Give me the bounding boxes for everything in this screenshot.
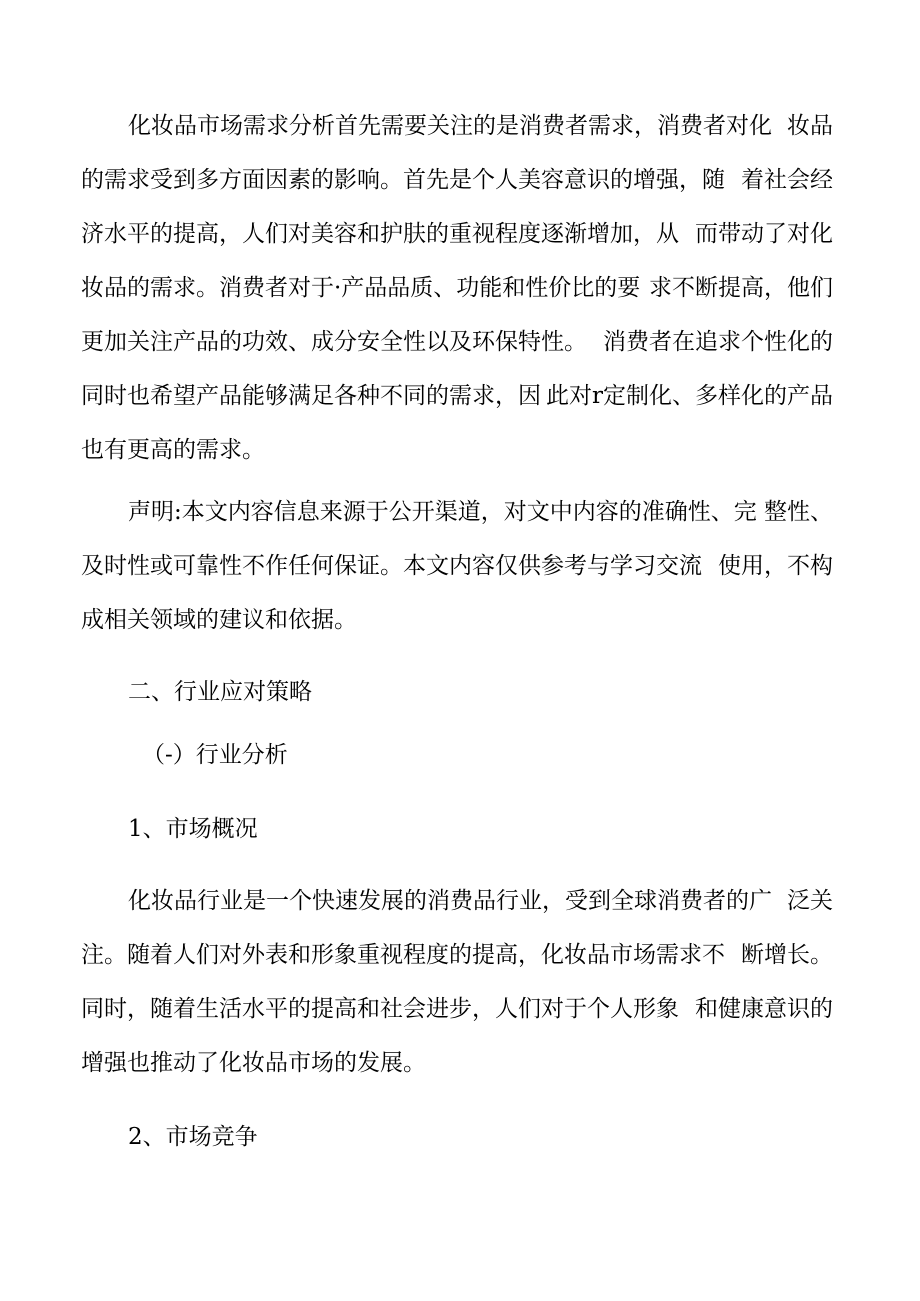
subsection-heading: （-）行业分析 bbox=[142, 742, 288, 768]
text-segment: 化妆品市场需求分析首先需要关注的是消费者需求，消费者对化 bbox=[128, 113, 772, 139]
text-segment: 注。随着人们对外表和形象重视程度的提高，化妆品市场需求不 bbox=[81, 942, 725, 968]
text-line bbox=[81, 1048, 833, 1078]
text-line bbox=[81, 219, 833, 249]
text-segment: 成相关领域的建议和依据。 bbox=[81, 607, 357, 633]
text-line bbox=[128, 497, 833, 527]
text-segment: 更加关注产品的功效、成分安全性以及环保特性。 bbox=[81, 329, 587, 355]
text-line bbox=[81, 994, 833, 1024]
text-segment: 济水平的提高，人们对美容和护肤的重视程度逐渐增加，从 bbox=[81, 221, 679, 247]
text-segment: 使用，不构 bbox=[718, 553, 833, 579]
text-segment: 妆品的需求。消费者对于·产品品质、功能和性价比的要 bbox=[81, 275, 641, 301]
text-line bbox=[81, 165, 833, 195]
text-segment: 着社会经 bbox=[741, 167, 833, 193]
text-segment: 声明:本文内容信息来源于公开渠道，对文中内容的准确性、完 bbox=[128, 499, 757, 525]
text-line bbox=[81, 381, 833, 411]
text-line bbox=[81, 273, 833, 303]
item-heading-market-overview: 1、市场概况 bbox=[128, 816, 258, 842]
section-heading: 二、行业应对策略 bbox=[128, 679, 312, 705]
text-segment: 及时性或可靠性不作任何保证。本文内容仅供参考与学习交流 bbox=[81, 553, 702, 579]
text-segment: 增强也推动了化妆品市场的发展。 bbox=[81, 1050, 426, 1076]
text-segment: 的需求受到多方面因素的影响。首先是个人美容意识的增强，随 bbox=[81, 167, 725, 193]
text-line bbox=[128, 111, 833, 141]
text-segment: 和健康意识的 bbox=[695, 996, 833, 1022]
text-line bbox=[81, 605, 833, 635]
text-segment: 化妆品行业是一个快速发展的消费品行业，受到全球消费者的广 bbox=[128, 888, 772, 914]
text-line bbox=[81, 551, 833, 581]
item-heading-market-competition: 2、市场竞争 bbox=[128, 1124, 258, 1150]
text-line bbox=[81, 327, 833, 357]
text-segment: 也有更高的需求。 bbox=[81, 437, 265, 463]
text-segment: 整性、 bbox=[764, 499, 833, 525]
text-segment: 求不断提高，他们 bbox=[649, 275, 833, 301]
text-line bbox=[81, 940, 833, 970]
text-line bbox=[128, 886, 833, 916]
text-segment: 消费者在追求个性化的 bbox=[603, 329, 833, 355]
text-segment: 妆品 bbox=[787, 113, 833, 139]
text-segment: 而带动了对化 bbox=[695, 221, 833, 247]
text-line bbox=[81, 435, 833, 465]
text-segment: 同时，随着生活水平的提高和社会进步，人们对于个人形象 bbox=[81, 996, 679, 1022]
text-segment: 断增长。 bbox=[741, 942, 833, 968]
text-segment: 泛关 bbox=[787, 888, 833, 914]
text-segment: 此对r定制化、多样化的产品 bbox=[546, 383, 833, 409]
text-segment: 同时也希望产品能够满足各种不同的需求，因 bbox=[81, 383, 541, 409]
